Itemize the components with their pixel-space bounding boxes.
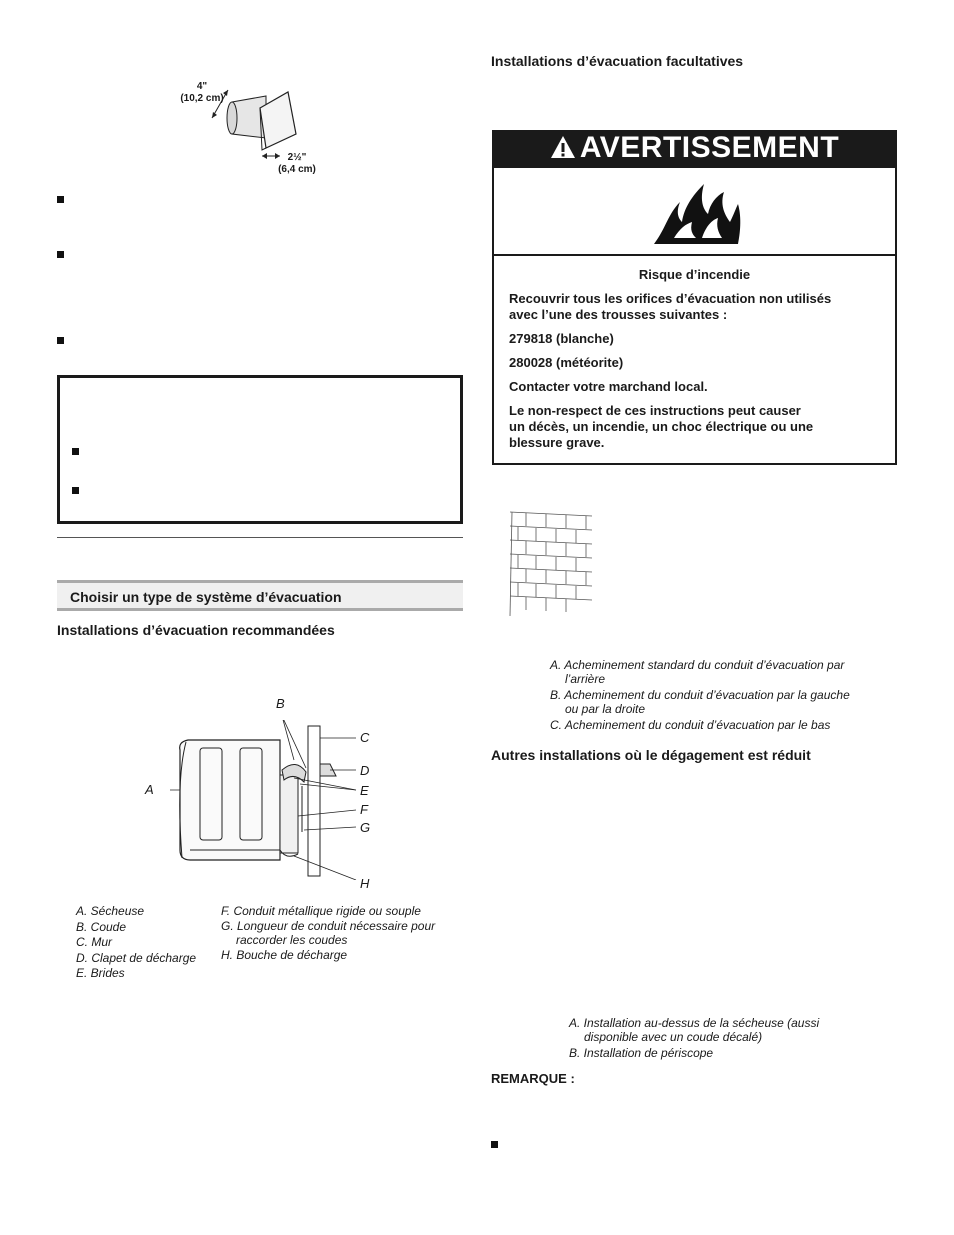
bullet-marker: [57, 337, 64, 344]
dryer-illustration: [170, 720, 370, 880]
warning-contact: Contacter votre marchand local.: [509, 379, 708, 394]
legend-item: C. Mur: [76, 935, 112, 949]
dryer-legend-right: [221, 904, 461, 962]
note-label: REMARQUE :: [491, 1071, 575, 1086]
warning-consequence: Le non-respect de ces instructions peut causer: [509, 403, 801, 418]
legend-item: G. Longueur de conduit nécessaire pour: [221, 919, 436, 933]
divider: [57, 537, 463, 538]
callout-g: G: [360, 820, 371, 835]
warning-kit: 280028 (météorite): [509, 355, 624, 370]
subheading-reduced-clearance: Autres installations où le dégagement est réduit: [491, 747, 811, 763]
diameter-cm: (10,2 cm): [180, 93, 224, 104]
depth-cm: (6,4 cm): [278, 164, 316, 175]
legend-item: D. Clapet de décharge: [76, 950, 197, 965]
warning-instructions: [509, 291, 879, 451]
note-box: [57, 375, 463, 524]
depth-label: [270, 152, 324, 176]
dryer-legend-left: [76, 904, 216, 980]
legend-item: A. Acheminement standard du conduit d’évacuation par: [550, 658, 845, 672]
callout-c: C: [360, 730, 370, 745]
legend-item: H. Bouche de décharge: [221, 948, 348, 962]
legend-item: l’arrière: [565, 672, 606, 686]
section-title: Choisir un type de système d’évacuation: [70, 589, 342, 605]
warning-consequence: un décès, un incendie, un choc électrique ou une: [509, 419, 814, 434]
legend-item: F. Conduit métallique rigide ou souple: [221, 904, 421, 918]
bullet-marker: [72, 448, 79, 455]
fire-icon: [646, 178, 746, 248]
diameter-label: [172, 81, 232, 105]
brick-wall-icon: [506, 508, 596, 620]
legend-item: raccorder les coudes: [236, 933, 348, 947]
subheading-recommended: Installations d’évacuation recommandées: [57, 622, 335, 638]
callout-f: F: [360, 802, 368, 817]
legend-item: B. Installation de périscope: [569, 1046, 714, 1060]
warning-triangle-icon: [550, 135, 576, 159]
depth-inches: 2½": [287, 152, 307, 163]
brick-wall-illustration: [506, 508, 596, 620]
legend-item: B. Coude: [76, 919, 127, 934]
warning-hazard: Risque d’incendie: [638, 267, 751, 282]
warning-line: avec l’une des trousses suivantes :: [509, 307, 728, 322]
warning-consequence: blessure grave.: [509, 435, 605, 450]
reduced-legend: [569, 1016, 869, 1060]
bullet-marker: [57, 196, 64, 203]
warning-pictogram-area: [494, 168, 895, 256]
callout-a: A: [145, 782, 154, 797]
legend-item: disponible avec un coude décalé): [584, 1030, 763, 1044]
subheading-optional: Installations d’évacuation facultatives: [491, 53, 744, 69]
legend-item: B. Acheminement du conduit d’évacuation par la gauche: [550, 688, 850, 702]
warning-title-text: AVERTISSEMENT: [579, 131, 840, 164]
callout-h: H: [360, 876, 370, 891]
legend-item: C. Acheminement du conduit d’évacuation par le bas: [550, 718, 831, 732]
bullet-marker: [491, 1141, 498, 1148]
callout-b: B: [276, 696, 285, 711]
callout-d: D: [360, 763, 370, 778]
dryer-vent-diagram: [170, 720, 370, 880]
diameter-inches: 4": [196, 81, 208, 92]
warning-line: Recouvrir tous les orifices d’évacuation non utilisés: [509, 291, 832, 306]
legend-item: ou par la droite: [565, 702, 646, 716]
legend-item: A. Sécheuse: [76, 904, 145, 918]
legend-item: E. Brides: [76, 966, 125, 980]
routing-legend: [550, 658, 880, 732]
callout-e: E: [360, 783, 369, 798]
bullet-marker: [72, 487, 79, 494]
legend-item: A. Installation au-dessus de la sécheuse (aussi: [569, 1016, 820, 1030]
warning-kit: 279818 (blanche): [509, 331, 614, 346]
warning-title: [494, 131, 895, 165]
bullet-marker: [57, 251, 64, 258]
